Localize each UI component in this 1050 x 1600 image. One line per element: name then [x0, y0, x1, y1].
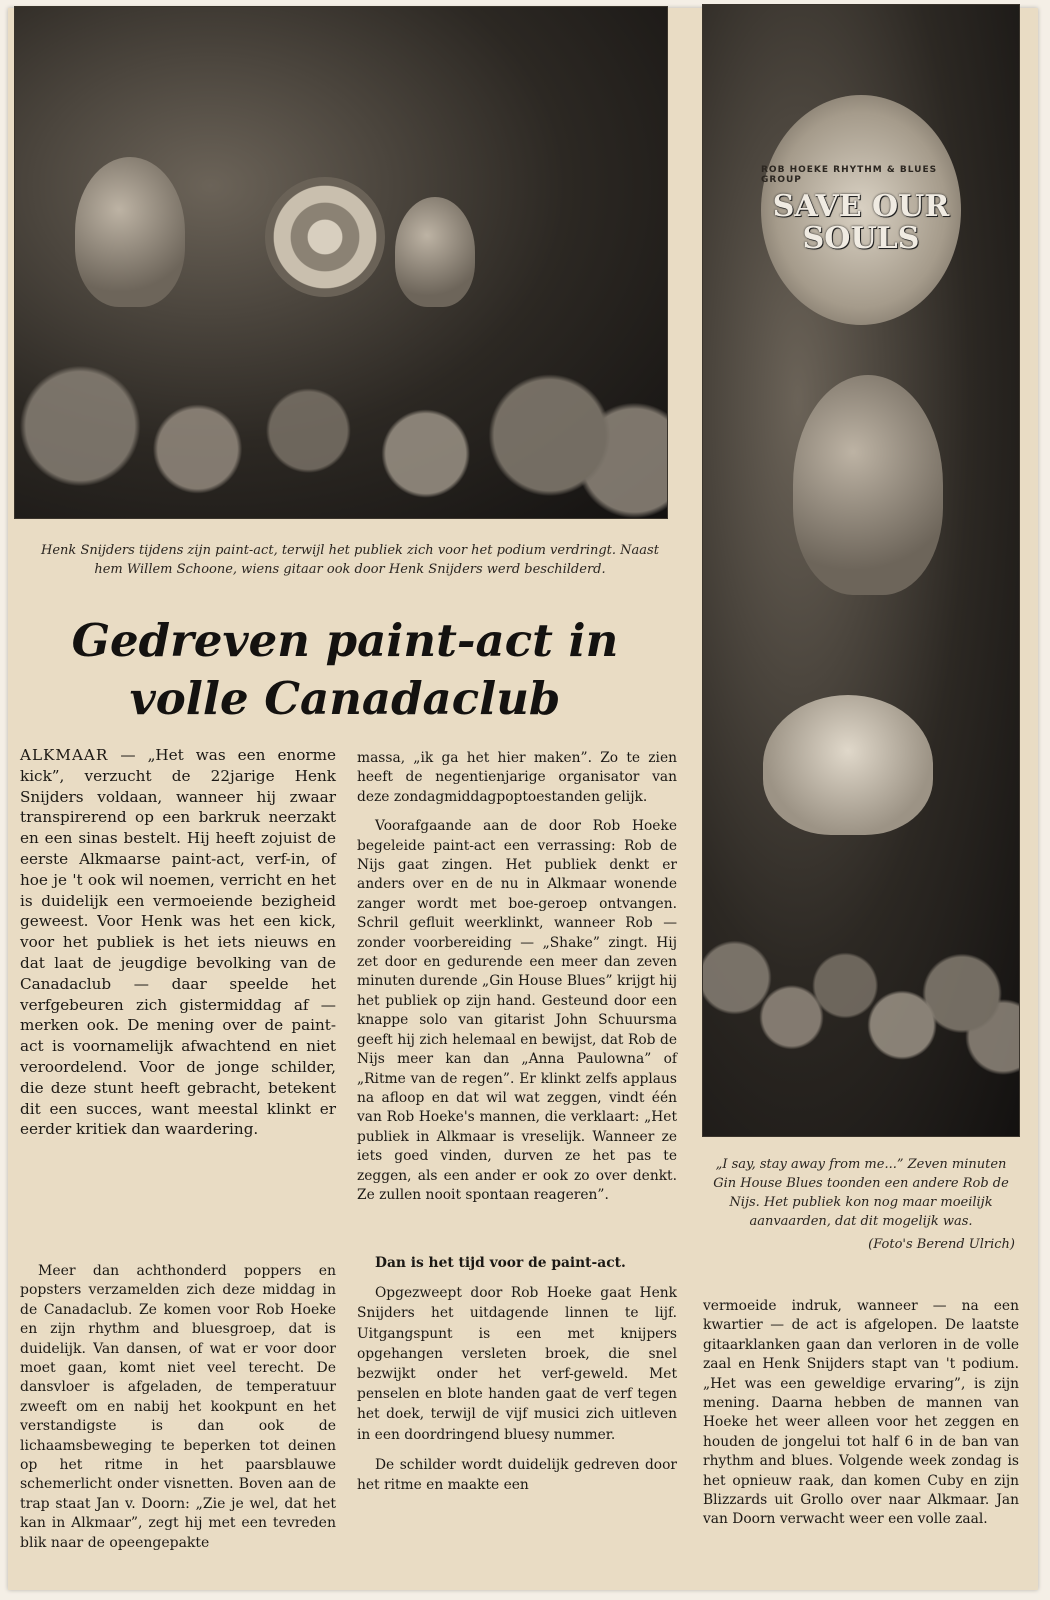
photo-paint-act — [14, 6, 668, 519]
article-paragraph: vermoeide indruk, wanneer — na een kwartier — de act is afgelopen. De laatste gitaarklanken gaan dan verloren in de volle zaal en Henk Snijders stapt van 't podium. „Het was een geweldige ervaring”, is zijn mening. Daarna hebben de mannen van Hoeke het weer alleen voor het zeggen en houden de jongelui tot half 6 in de ban van rhythm and blues. Volgende week zondag is het opnieuw raak, dan komen Cuby en zijn Blizzards uit Grollo over naar Alkmaar. Jan van Doorn verwacht weer een volle zaal. — [703, 1298, 1019, 1528]
photo-caption-left: Henk Snijders tijdens zijn paint-act, terwijl het publiek zich voor het podium verdringt. Naast hem Willem Schoone, wiens gitaar ook door Henk Snijders werd beschilderd. — [41, 543, 659, 577]
photo-caption-right — [703, 1155, 1019, 1254]
dateline: ALKMAAR — [20, 746, 109, 764]
article-paragraph: Opgezweept door Rob Hoeke gaat Henk Snijders het uitdagende linnen te lijf. Uitgangspunt is een met knijpers opgehangen versleten broek, die snel bezwijkt onder het verf-geweld. Met penselen en blote handen gaat de verf tegen het doek, terwijl de vijf musici zich uitleven in een doordringend bluesy nummer. — [357, 1285, 677, 1443]
save-our-souls-badge — [761, 95, 961, 325]
photo-caption-right-text: „I say, stay away from me...” Zeven minuten Gin House Blues toonden een andere Rob de Nijs. Het publiek kon nog maar moeilijk aanvaarden, dat dit mogelijk was. — [713, 1157, 1009, 1229]
article-paragraph: Meer dan achthonderd poppers en popsters verzamelden zich deze middag in de Canadaclub. Ze komen voor Rob Hoeke en zijn rhythm and bluesgroep, dat is duidelijk. Van dansen, of wat er voor door moet gaan, komt niet veel terecht. De dansvloer is afgeladen, de temperatuur zweeft om en nabij het kookpunt en het verstandigste is dan ook de lichaamsbeweging te beperken tot deinen op het ritme in het paarsblauwe schemerlicht onder visnetten. Boven aan de trap staat Jan v. Doorn: „Zie je wel, dat het kan in Alkmaar”, zegt hij met een tevreden blik naar de opeengepakte — [20, 1263, 336, 1551]
article-paragraph: Voorafgaande aan de door Rob Hoeke begeleide paint-act een verrassing: Rob de Nijs gaat zingen. Het publiek denkt er anders over en de nu in Alkmaar wonende zanger wordt met boe-geroep ontvangen. Schril gefluit weerklinkt, wanneer Rob —zonder voorbereiding — „Shake” zingt. Hij zet door en gedurende een meer dan zeven minuten durende „Gin House Blues” krijgt hij het publiek op zijn hand. Gesteund door een knappe solo van gitarist John Schuursma geeft hij zich helemaal en bewijst, dat Rob de Nijs meer kan dan „Anna Paulowna” of „Ritme van de regen”. Er klinkt zelfs applaus na afloop en dat wil wat zeggen, vindt één van Rob Hoeke's mannen, die verklaart: „Het publiek in Alkmaar is vreselijk. Wanneer ze iets goed vinden, durven ze het pas te zeggen, als een ander er ook zo over denkt. Ze zullen nooit spontaan reageren”. — [357, 818, 677, 1203]
article-subhead: Dan is het tijd voor de paint-act. — [375, 1255, 626, 1271]
article-column-2 — [357, 749, 677, 1215]
article-column-1 — [20, 745, 336, 1150]
article-paragraph: massa, „ik ga het hier maken”. Zo te zien heeft de negentienjarige organisator van deze zondagmiddagpoptoestanden gelijk. — [357, 750, 677, 805]
badge-ring-text: ROB HOEKE RHYTHM & BLUES GROUP — [761, 165, 938, 185]
photo-crowd-right — [703, 740, 1019, 1136]
article-paragraph: De schilder wordt duidelijk gedreven door het ritme en maakte een — [357, 1456, 677, 1494]
photo-figure-painter — [75, 157, 185, 307]
photo-rob-de-nijs — [702, 4, 1020, 1137]
photo-crowd — [15, 288, 667, 518]
article-column-1-lower — [20, 1262, 336, 1563]
headline: Gedreven paint-act in volle Canadaclub — [71, 614, 619, 725]
photo-painted-canvas — [265, 177, 385, 297]
article-column-3 — [703, 1297, 1019, 1540]
badge-words: SAVE OUR SOULS — [772, 189, 950, 256]
photo-credit: (Foto's Berend Ulrich) — [868, 1237, 1015, 1252]
article-paragraph: — „Het was een enorme kick”, verzucht de 22jarige Henk Snijders voldaan, wanneer hij zwaar transpirerend op een barkruk neerzakt en een sinas bestelt. Hij heeft zojuist de eerste Alkmaarse paint-act, verf-in, of hoe je 't ook wil noemen, verricht en het is duidelijk een vermoeiende bezigheid geweest. Voor Henk was het een kick, voor het publiek is het iets nieuws en dat laat de jeugdige bevolking van de Canadaclub — daar speelde het verfgebeuren zich gistermiddag af — merken ook. De mening over de paint-act is voornamelijk afwachtend en niet veroordelend. Voor de jonge schilder, die deze stunt heeft gebracht, betekent dit een succes, want meestal klinkt er eerder kritiek dan waardering. — [20, 746, 337, 1139]
photo-figure-singer — [793, 375, 943, 595]
article-column-2-lower — [357, 1253, 677, 1505]
